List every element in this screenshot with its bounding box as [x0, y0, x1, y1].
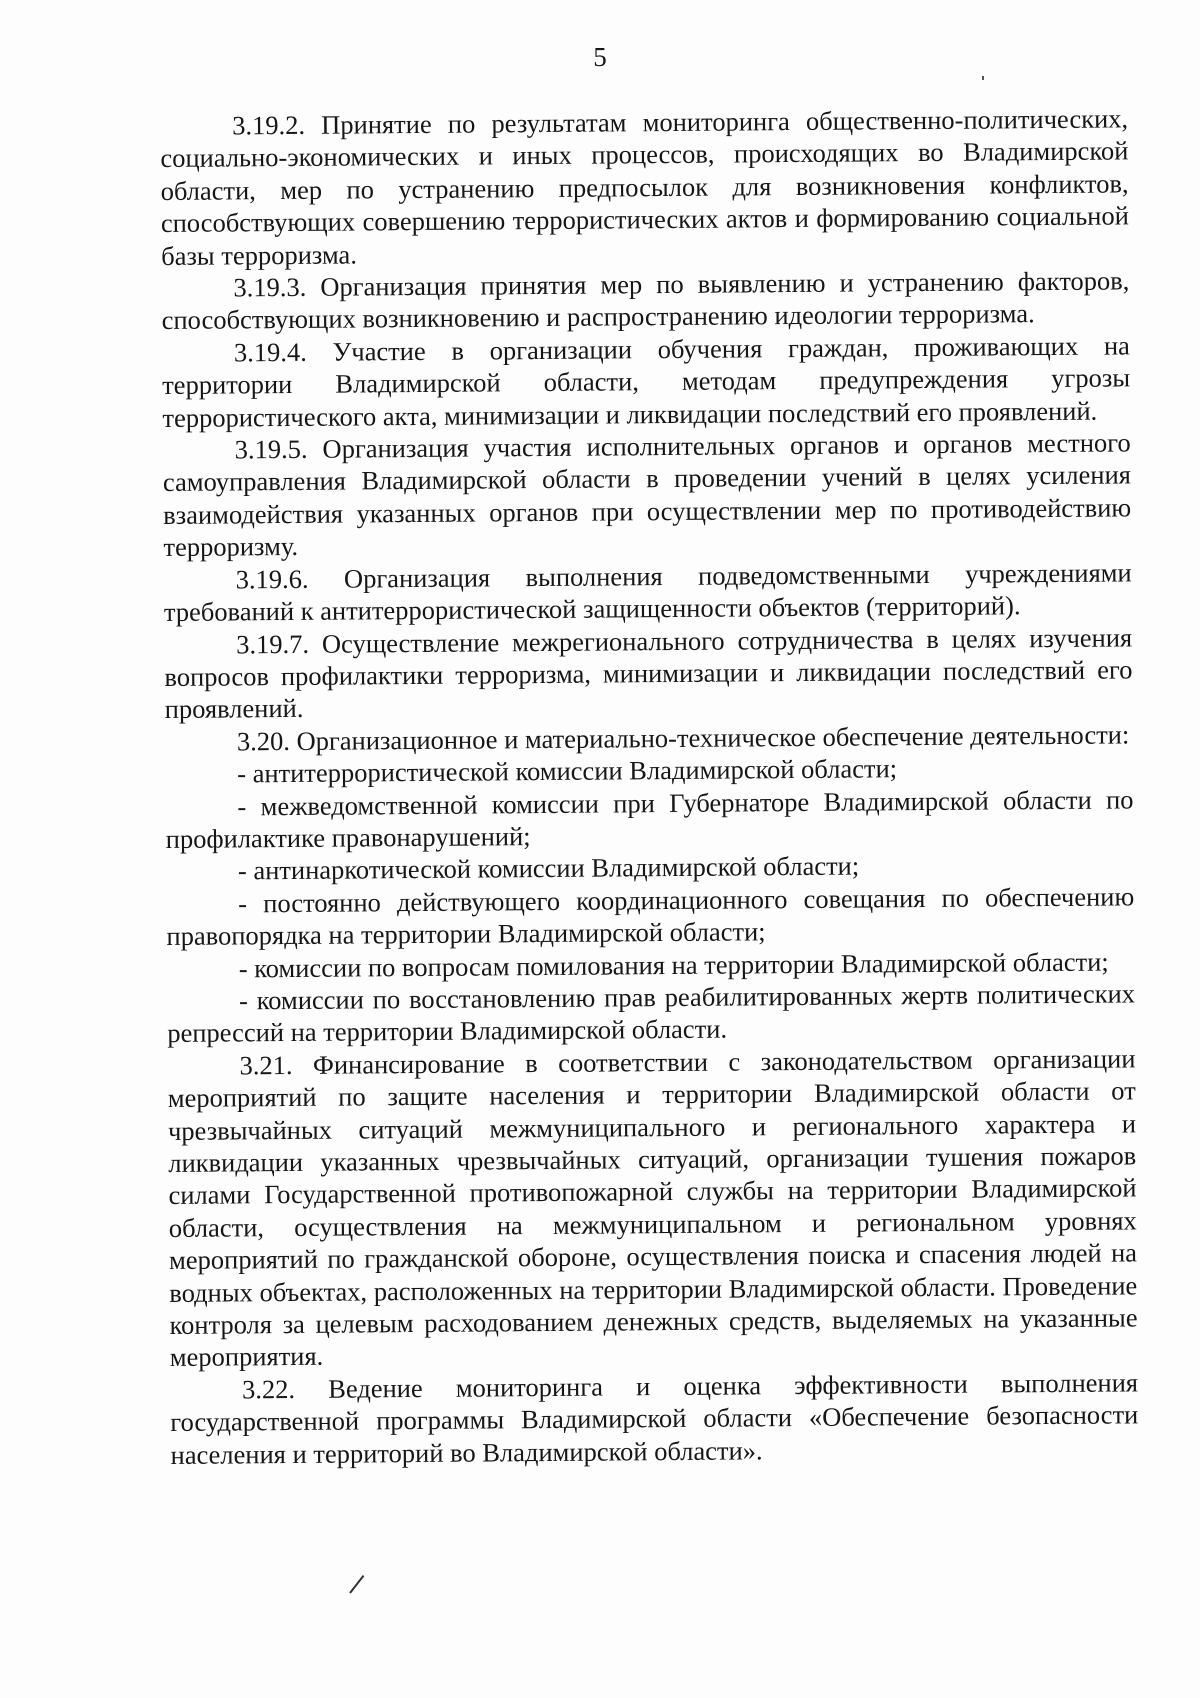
list-item-antidrug-commission: - антинаркотической комиссии Владимирской области;	[237, 850, 860, 886]
list-item-antiterror-commission: - антитеррористической комиссии Владимирской области;	[237, 753, 898, 789]
list-item-rehabilitation-commission: - комиссии по восстановлению прав реабилитированных жертв политических репрессий на территории Владимирской области.	[167, 978, 1136, 1049]
list-item-pardon-commission: - комиссии по вопросам помилования на территории Владимирской области;	[238, 946, 1109, 983]
list-item-interdepartmental-commission: - межведомственной комиссии при Губернаторе Владимирской области по профилактике правонарушений;	[165, 783, 1134, 854]
paragraph-3-19-3: 3.19.3. Организация принятия мер по выявлению и устранению факторов, способствующих возникновению и распространению идеологии терроризма.	[161, 265, 1130, 336]
page-number: 5	[593, 42, 607, 72]
pen-mark	[349, 1575, 364, 1594]
paragraph-3-19-5: 3.19.5. Организация участия исполнительных органов и органов местного самоуправления Владимирской области в проведении учений в целях усиления взаимодействия указанных органов при осуществлении мер по противодействию терроризму.	[162, 427, 1132, 563]
paragraph-3-19-6: 3.19.6. Организация выполнения подведомственными учреждениями требований к антитеррористической защищенности объектов (территорий).	[163, 557, 1132, 628]
paragraph-3-19-4: 3.19.4. Участие в организации обучения граждан, проживающих на территории Владимирской области, методам предупреждения угрозы террористического акта, минимизации и ликвидации последствий его проявлений.	[162, 330, 1131, 433]
list-item-coordination-meeting: - постоянно действующего координационного совещания по обеспечению правопорядка на территории Владимирской области;	[166, 881, 1135, 952]
paragraph-3-21: 3.21. Финансирование в соответствии с законодательством организации мероприятий по защите населения и территории Владимирской области от чрезвычайных ситуаций межмуниципального и регионального характера и ликвидации указанных чрезвычайных ситуаций, организации тушения пожаров силами Государственной противопожарной службы на территории Владимирской области, осуществления на межмуниципальном и региональном уровнях мероприятий по гражданской обороне, осуществления поиска и спасения людей на водных объектах, расположенных на территории Владимирской области. Проведение контроля за целевым расходованием денежных средств, выделяемых на указанные мероприятия.	[167, 1043, 1138, 1373]
document-body	[160, 102, 1139, 1471]
paragraph-3-19-7: 3.19.7. Осуществление межрегионального сотрудничества в целях изучения вопросов профилактики терроризма, минимизации и ликвидации последствий его проявлений.	[164, 621, 1133, 725]
scan-speck	[982, 76, 984, 80]
paragraph-3-22: 3.22. Ведение мониторинга и оценка эффективности выполнения государственной программы Владимирской области «Обеспечение безопасности населения и территорий во Владимирской области».	[170, 1367, 1139, 1470]
paragraph-3-20: 3.20. Организационное и материально-техническое обеспечение деятельности:	[236, 719, 1130, 757]
paragraph-3-19-2: 3.19.2. Принятие по результатам мониторинга общественно-политических, социально-экономических и иных процессов, происходящих во Владимирской области, мер по устранению предпосылок для возникновения конфликтов, способствующих совершению террористических актов и формированию социальной базы терроризма.	[160, 103, 1129, 271]
